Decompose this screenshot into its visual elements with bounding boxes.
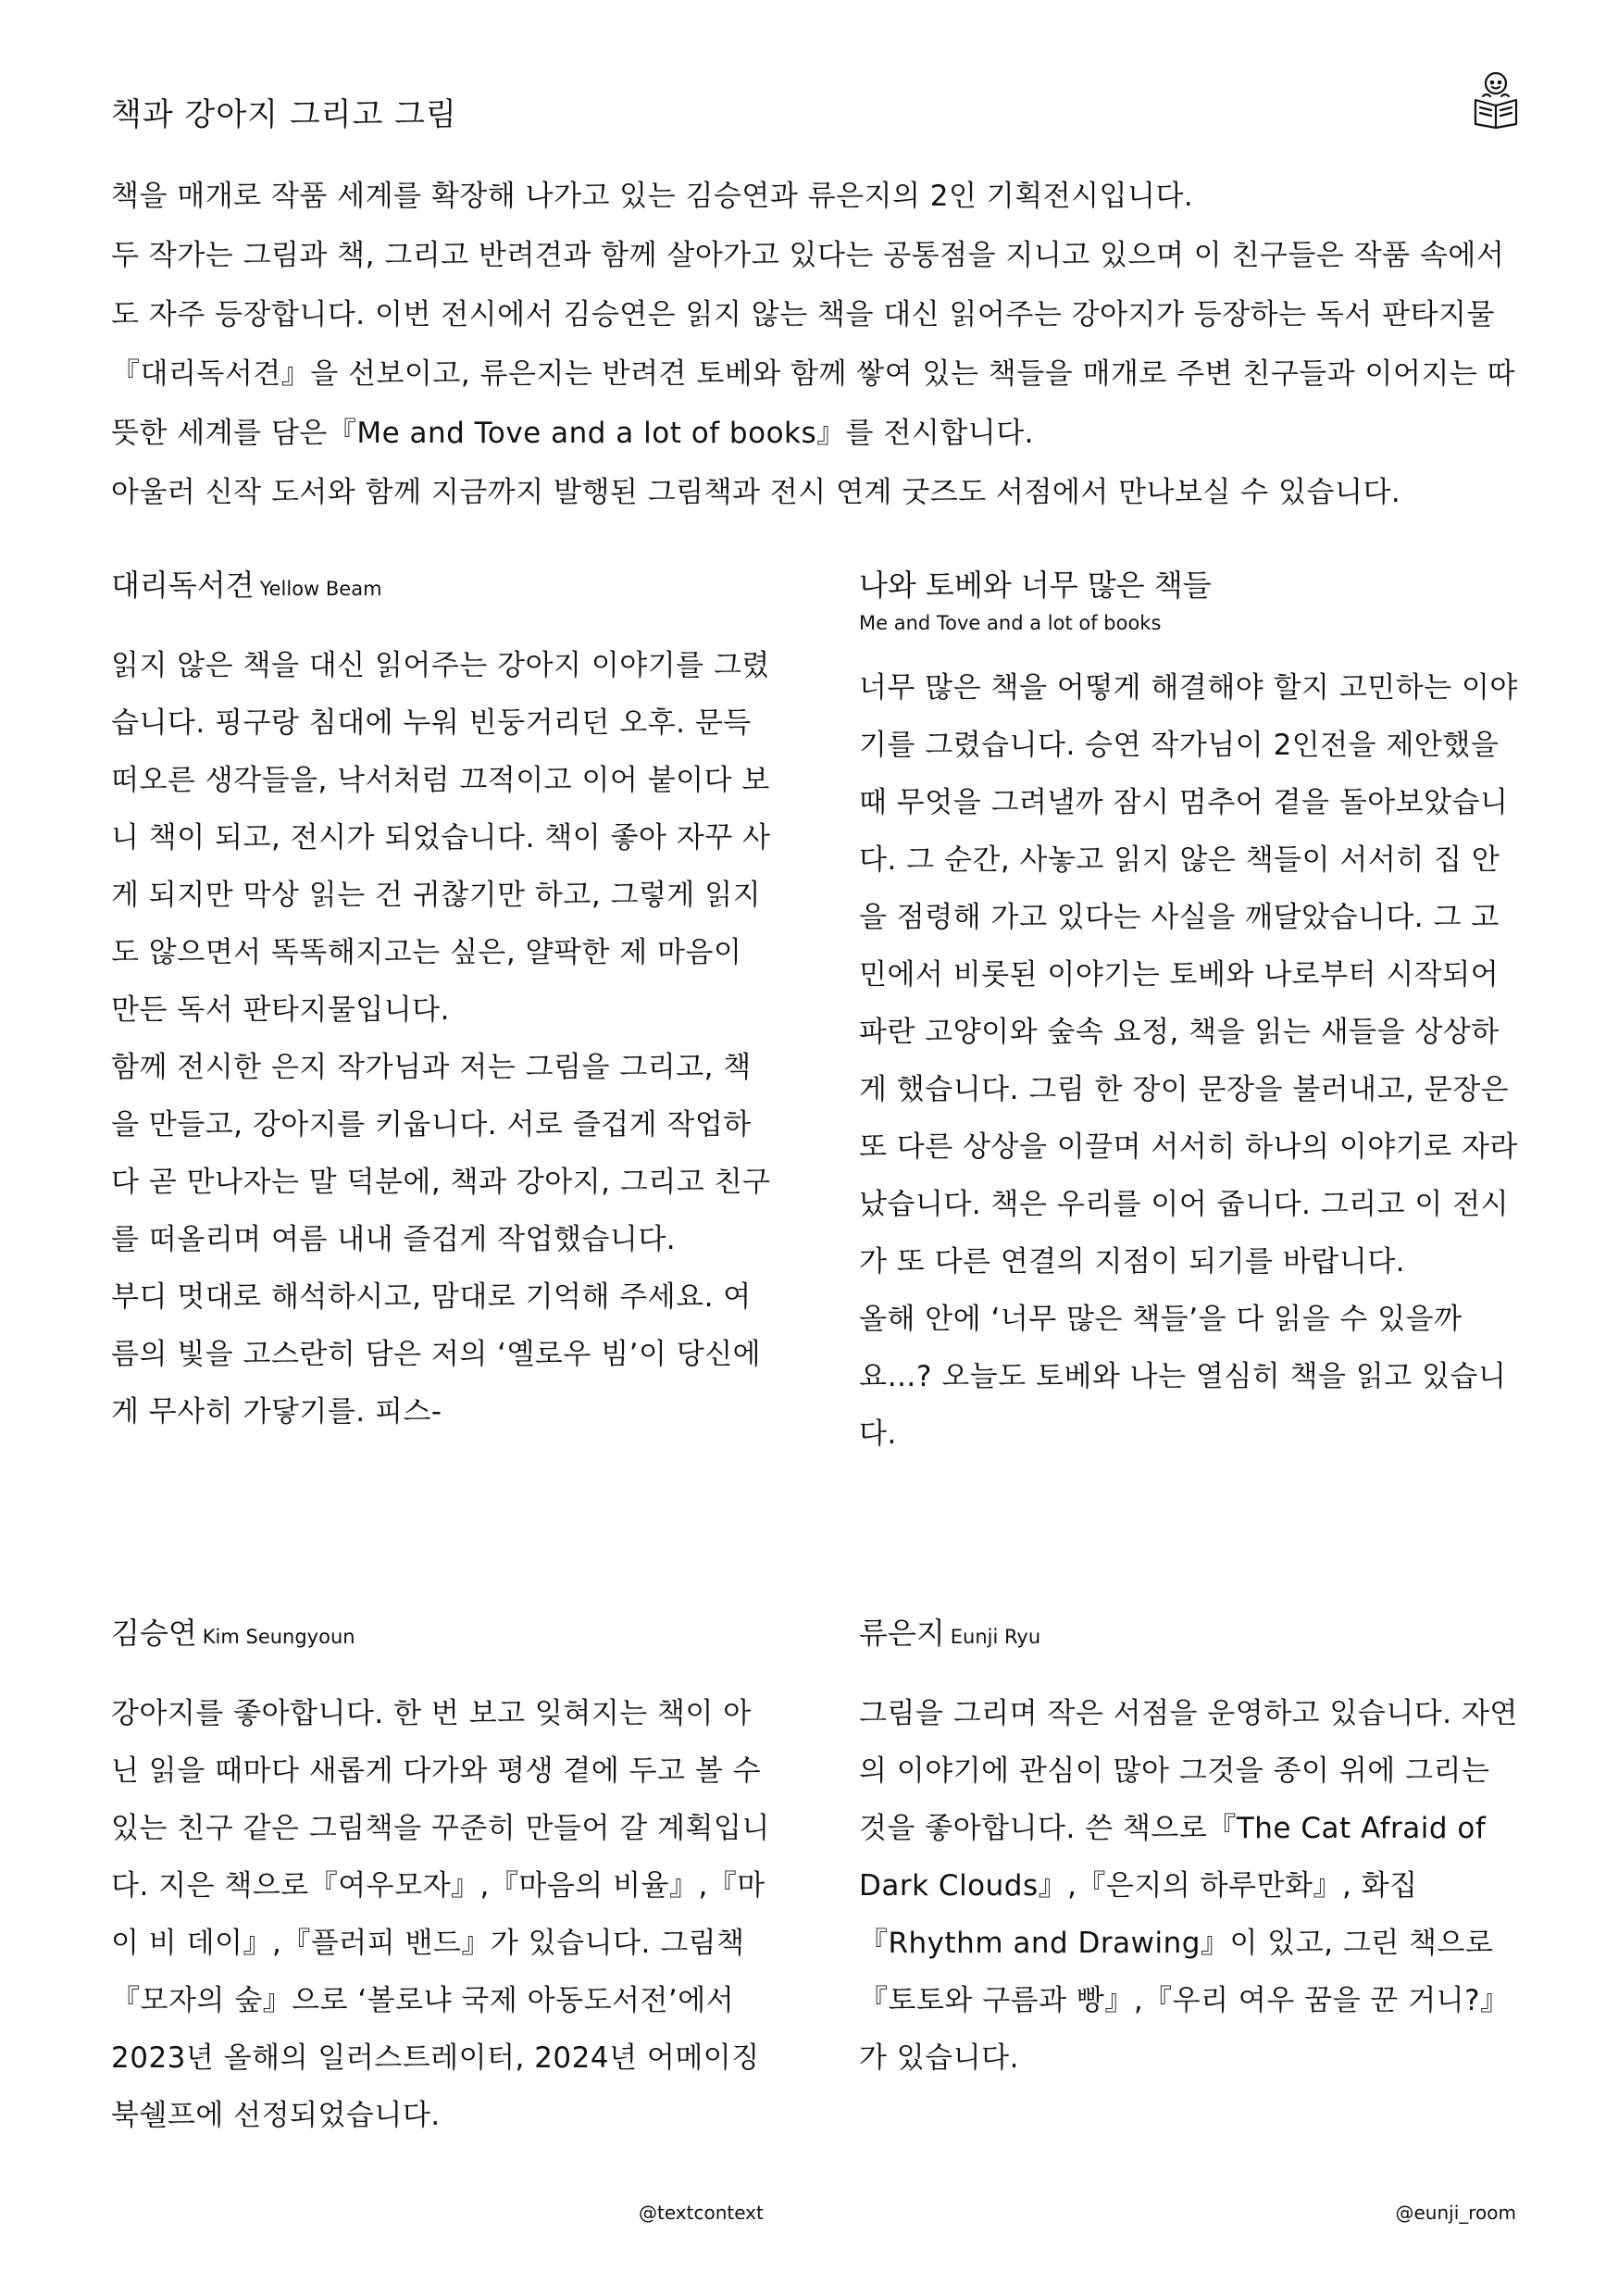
artist-name-en: Eunji Ryu xyxy=(950,1626,1041,1648)
work-paragraph: 부디 멋대로 해석하시고, 맘대로 기억해 주세요. 여름의 빛을 고스란히 담은 저의 ‘옐로우 빔’이 당신에게 무사히 가닿기를. 피스- xyxy=(111,1280,762,1429)
work-description xyxy=(111,637,778,1441)
artist-section-right xyxy=(859,1613,1525,2087)
work-title-ko: 대리독서견 xyxy=(111,568,255,603)
work-section-right xyxy=(859,565,1525,1463)
artist-bio-text: 강아지를 좋아합니다. 한 번 보고 잊혀지는 책이 아닌 읽을 때마다 새롭게 다가와 평생 곁에 두고 볼 수 있는 친구 같은 그림책을 꾸준히 만들어 갈 계획입니다. 지은 책으로『여우모자』,『마음의 비율』,『마이 비 데이』,『플러피 밴드』가 있습니다. 그림책『모자의 숲』으로 ‘볼로냐 국제 아동도서전’에서 2023년 올해의 일러스트레이터, 2024년 어메이징 북쉘프에 선정되었습니다. xyxy=(111,1697,770,2132)
work-paragraph: 읽지 않은 책을 대신 읽어주는 강아지 이야기를 그렸습니다. 핑구랑 침대에 누워 빈둥거리던 오후. 문득 떠오른 생각들을, 낙서처럼 끄적이고 이어 붙이다 보니 책이 되고, 전시가 되었습니다. 책이 좋아 자꾸 사게 되지만 막상 읽는 건 귀찮기만 하고, 그렇게 읽지도 않으면서 똑똑해지고는 싶은, 얄팍한 제 마음이 만든 독서 판타지물입니다. xyxy=(111,649,771,1027)
artist-bio-text: 그림을 그리며 작은 서점을 운영하고 있습니다. 자연의 이야기에 관심이 많아 그것을 종이 위에 그리는 것을 좋아합니다. 쓴 책으로『The Cat Afraid of Dark Clouds』,『은지의 하루만화』, 화집『Rhythm and Drawing』이 있고, 그린 책으로『토토와 구름과 빵』,『우리 여우 꿈을 꾼 거니?』가 있습니다. xyxy=(859,1697,1518,2075)
intro-paragraph: 두 작가는 그림과 책, 그리고 반려견과 함께 살아가고 있다는 공통점을 지니고 있으며 이 친구들은 작품 속에서도 자주 등장합니다. 이번 전시에서 김승연은 읽지 않는 책을 대신 읽어주는 강아지가 등장하는 독서 판타지물『대리독서견』을 선보이고, 류은지는 반려견 토베와 함께 쌓여 있는 책들을 매개로 주변 친구들과 이어지는 따뜻한 세계를 담은『Me and Tove and a lot of books』를 전시합니다. xyxy=(111,239,1516,450)
intro-paragraph: 책을 매개로 작품 세계를 확장해 나가고 있는 김승연과 류은지의 2인 기획전시입니다. xyxy=(111,180,1194,213)
artist-bio xyxy=(859,1685,1525,2087)
work-paragraph: 함께 전시한 은지 작가님과 저는 그림을 그리고, 책을 만들고, 강아지를 키웁니다. 서로 즐겁게 작업하다 곧 만나자는 말 덕분에, 책과 강아지, 그리고 친구를 떠올리며 여름 내내 즐겁게 작업했습니다. xyxy=(111,1051,771,1256)
artist-name xyxy=(111,1613,778,1657)
artist-name-en: Kim Seungyoun xyxy=(202,1626,355,1648)
work-description xyxy=(859,659,1525,1463)
artist-bio xyxy=(111,1685,778,2144)
artist-section-left xyxy=(111,1613,778,2144)
reading-person-icon xyxy=(1470,69,1522,130)
work-paragraph: 너무 많은 책을 어떻게 해결해야 할지 고민하는 이야기를 그렸습니다. 승연 작가님이 2인전을 제안했을 때 무엇을 그려낼까 잠시 멈추어 곁을 돌아보았습니다. 그 순간, 사놓고 읽지 않은 책들이 서서히 집 안을 점령해 가고 있다는 사실을 깨달았습니다. 그 고민에서 비롯된 이야기는 토베와 나로부터 시작되어 파란 고양이와 숲속 요정, 책을 읽는 새들을 상상하게 했습니다. 그림 한 장이 문장을 불러내고, 문장은 또 다른 상상을 이끌며 서서히 하나의 이야기로 자라났습니다. 책은 우리를 이어 줍니다. 그리고 이 전시가 또 다른 연결의 지점이 되기를 바랍니다. xyxy=(859,671,1518,1279)
work-title-en: Me and Tove and a lot of books xyxy=(859,612,1162,634)
footer-handle-right[interactable]: @eunji_room xyxy=(1395,2202,1516,2224)
work-title xyxy=(111,565,778,609)
intro-paragraph: 아울러 신작 도서와 함께 지금까지 발행된 그림책과 전시 연계 굿즈도 서점에서 만나보실 수 있습니다. xyxy=(111,476,1401,509)
intro-text xyxy=(111,167,1518,522)
artist-name xyxy=(859,1613,1525,1657)
work-paragraph: 올해 안에 ‘너무 많은 책들’을 다 읽을 수 있을까요…? 오늘도 토베와 나는 열심히 책을 읽고 있습니다. xyxy=(859,1303,1507,1451)
footer-handle-left[interactable]: @textcontext xyxy=(639,2202,764,2224)
work-section-left xyxy=(111,565,778,1441)
page-title: 책과 강아지 그리고 그림 xyxy=(111,96,457,133)
artist-name-ko: 류은지 xyxy=(859,1616,945,1651)
artist-name-ko: 김승연 xyxy=(111,1616,197,1651)
work-title-ko: 나와 토베와 너무 많은 책들 xyxy=(859,568,1212,603)
work-title-en: Yellow Beam xyxy=(259,578,382,600)
